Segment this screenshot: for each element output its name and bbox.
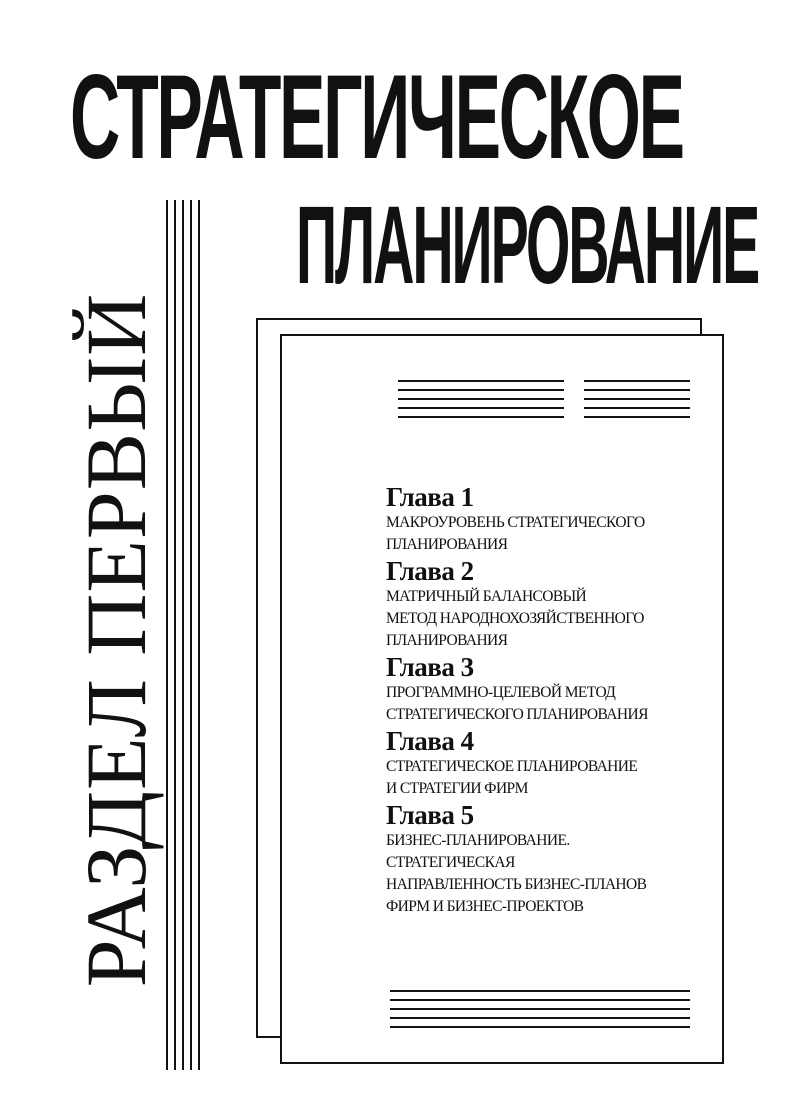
section-label: РАЗДЕЛ ПЕРВЫЙ (68, 292, 164, 988)
chapter-title: Глава 5 (386, 800, 474, 830)
horizontal-rule (390, 1026, 690, 1028)
horizontal-rule (390, 990, 690, 992)
chapter-description (386, 756, 716, 800)
title-line-2: ПЛАНИРОВАНИЕ (296, 184, 759, 307)
title-line-1: СТРАТЕГИЧЕСКОЕ (70, 50, 683, 184)
horizontal-rule (390, 999, 690, 1001)
section-label-wrapper (70, 200, 162, 1080)
horizontal-rule (584, 380, 690, 382)
vertical-rule (174, 200, 176, 1070)
chapter-description-line: БИЗНЕС-ПЛАНИРОВАНИЕ. (386, 832, 570, 849)
chapter-description-line: И СТРАТЕГИИ ФИРМ (386, 780, 528, 797)
chapter-list (386, 482, 716, 918)
chapter-description-line: МЕТОД НАРОДНОХОЗЯЙСТВЕННОГО (386, 610, 644, 627)
chapter-title: Глава 4 (386, 726, 474, 756)
chapter-item (386, 652, 716, 726)
horizontal-rule (398, 398, 564, 400)
vertical-rule (190, 200, 192, 1070)
chapter-description-line: СТРАТЕГИЧЕСКОГО ПЛАНИРОВАНИЯ (386, 706, 648, 723)
chapter-description (386, 512, 716, 556)
horizontal-rule (398, 389, 564, 391)
chapter-item (386, 800, 716, 918)
chapter-description (386, 586, 716, 652)
chapter-description-line: ПРОГРАММНО-ЦЕЛЕВОЙ МЕТОД (386, 684, 616, 701)
vertical-rule (198, 200, 200, 1070)
chapter-item (386, 726, 716, 800)
chapter-description-line: МАКРОУРОВЕНЬ СТРАТЕГИЧЕСКОГО (386, 514, 645, 531)
chapter-description-line: МАТРИЧНЫЙ БАЛАНСОВЫЙ (386, 588, 587, 605)
chapter-description-line: ФИРМ И БИЗНЕС-ПРОЕКТОВ (386, 898, 584, 915)
horizontal-rule (398, 380, 564, 382)
chapter-title: Глава 2 (386, 556, 474, 586)
horizontal-rule (398, 407, 564, 409)
horizontal-rule (584, 407, 690, 409)
chapter-description-line: СТРАТЕГИЧЕСКАЯ (386, 854, 515, 871)
horizontal-rule (390, 1008, 690, 1010)
horizontal-rule (584, 389, 690, 391)
horizontal-rule (398, 416, 564, 418)
chapter-title: Глава 1 (386, 482, 474, 512)
vertical-rule (182, 200, 184, 1070)
chapter-item (386, 482, 716, 556)
chapter-description (386, 682, 716, 726)
horizontal-rule (584, 416, 690, 418)
chapter-description-line: СТРАТЕГИЧЕСКОЕ ПЛАНИРОВАНИЕ (386, 758, 638, 775)
chapter-title: Глава 3 (386, 652, 474, 682)
chapter-description-line: ПЛАНИРОВАНИЯ (386, 536, 508, 553)
chapter-description-line: ПЛАНИРОВАНИЯ (386, 632, 508, 649)
horizontal-rule (390, 1017, 690, 1019)
horizontal-rule (584, 398, 690, 400)
chapter-item (386, 556, 716, 652)
chapter-description (386, 830, 716, 918)
vertical-rule (166, 200, 168, 1070)
chapter-description-line: НАПРАВЛЕННОСТЬ БИЗНЕС-ПЛАНОВ (386, 876, 647, 893)
